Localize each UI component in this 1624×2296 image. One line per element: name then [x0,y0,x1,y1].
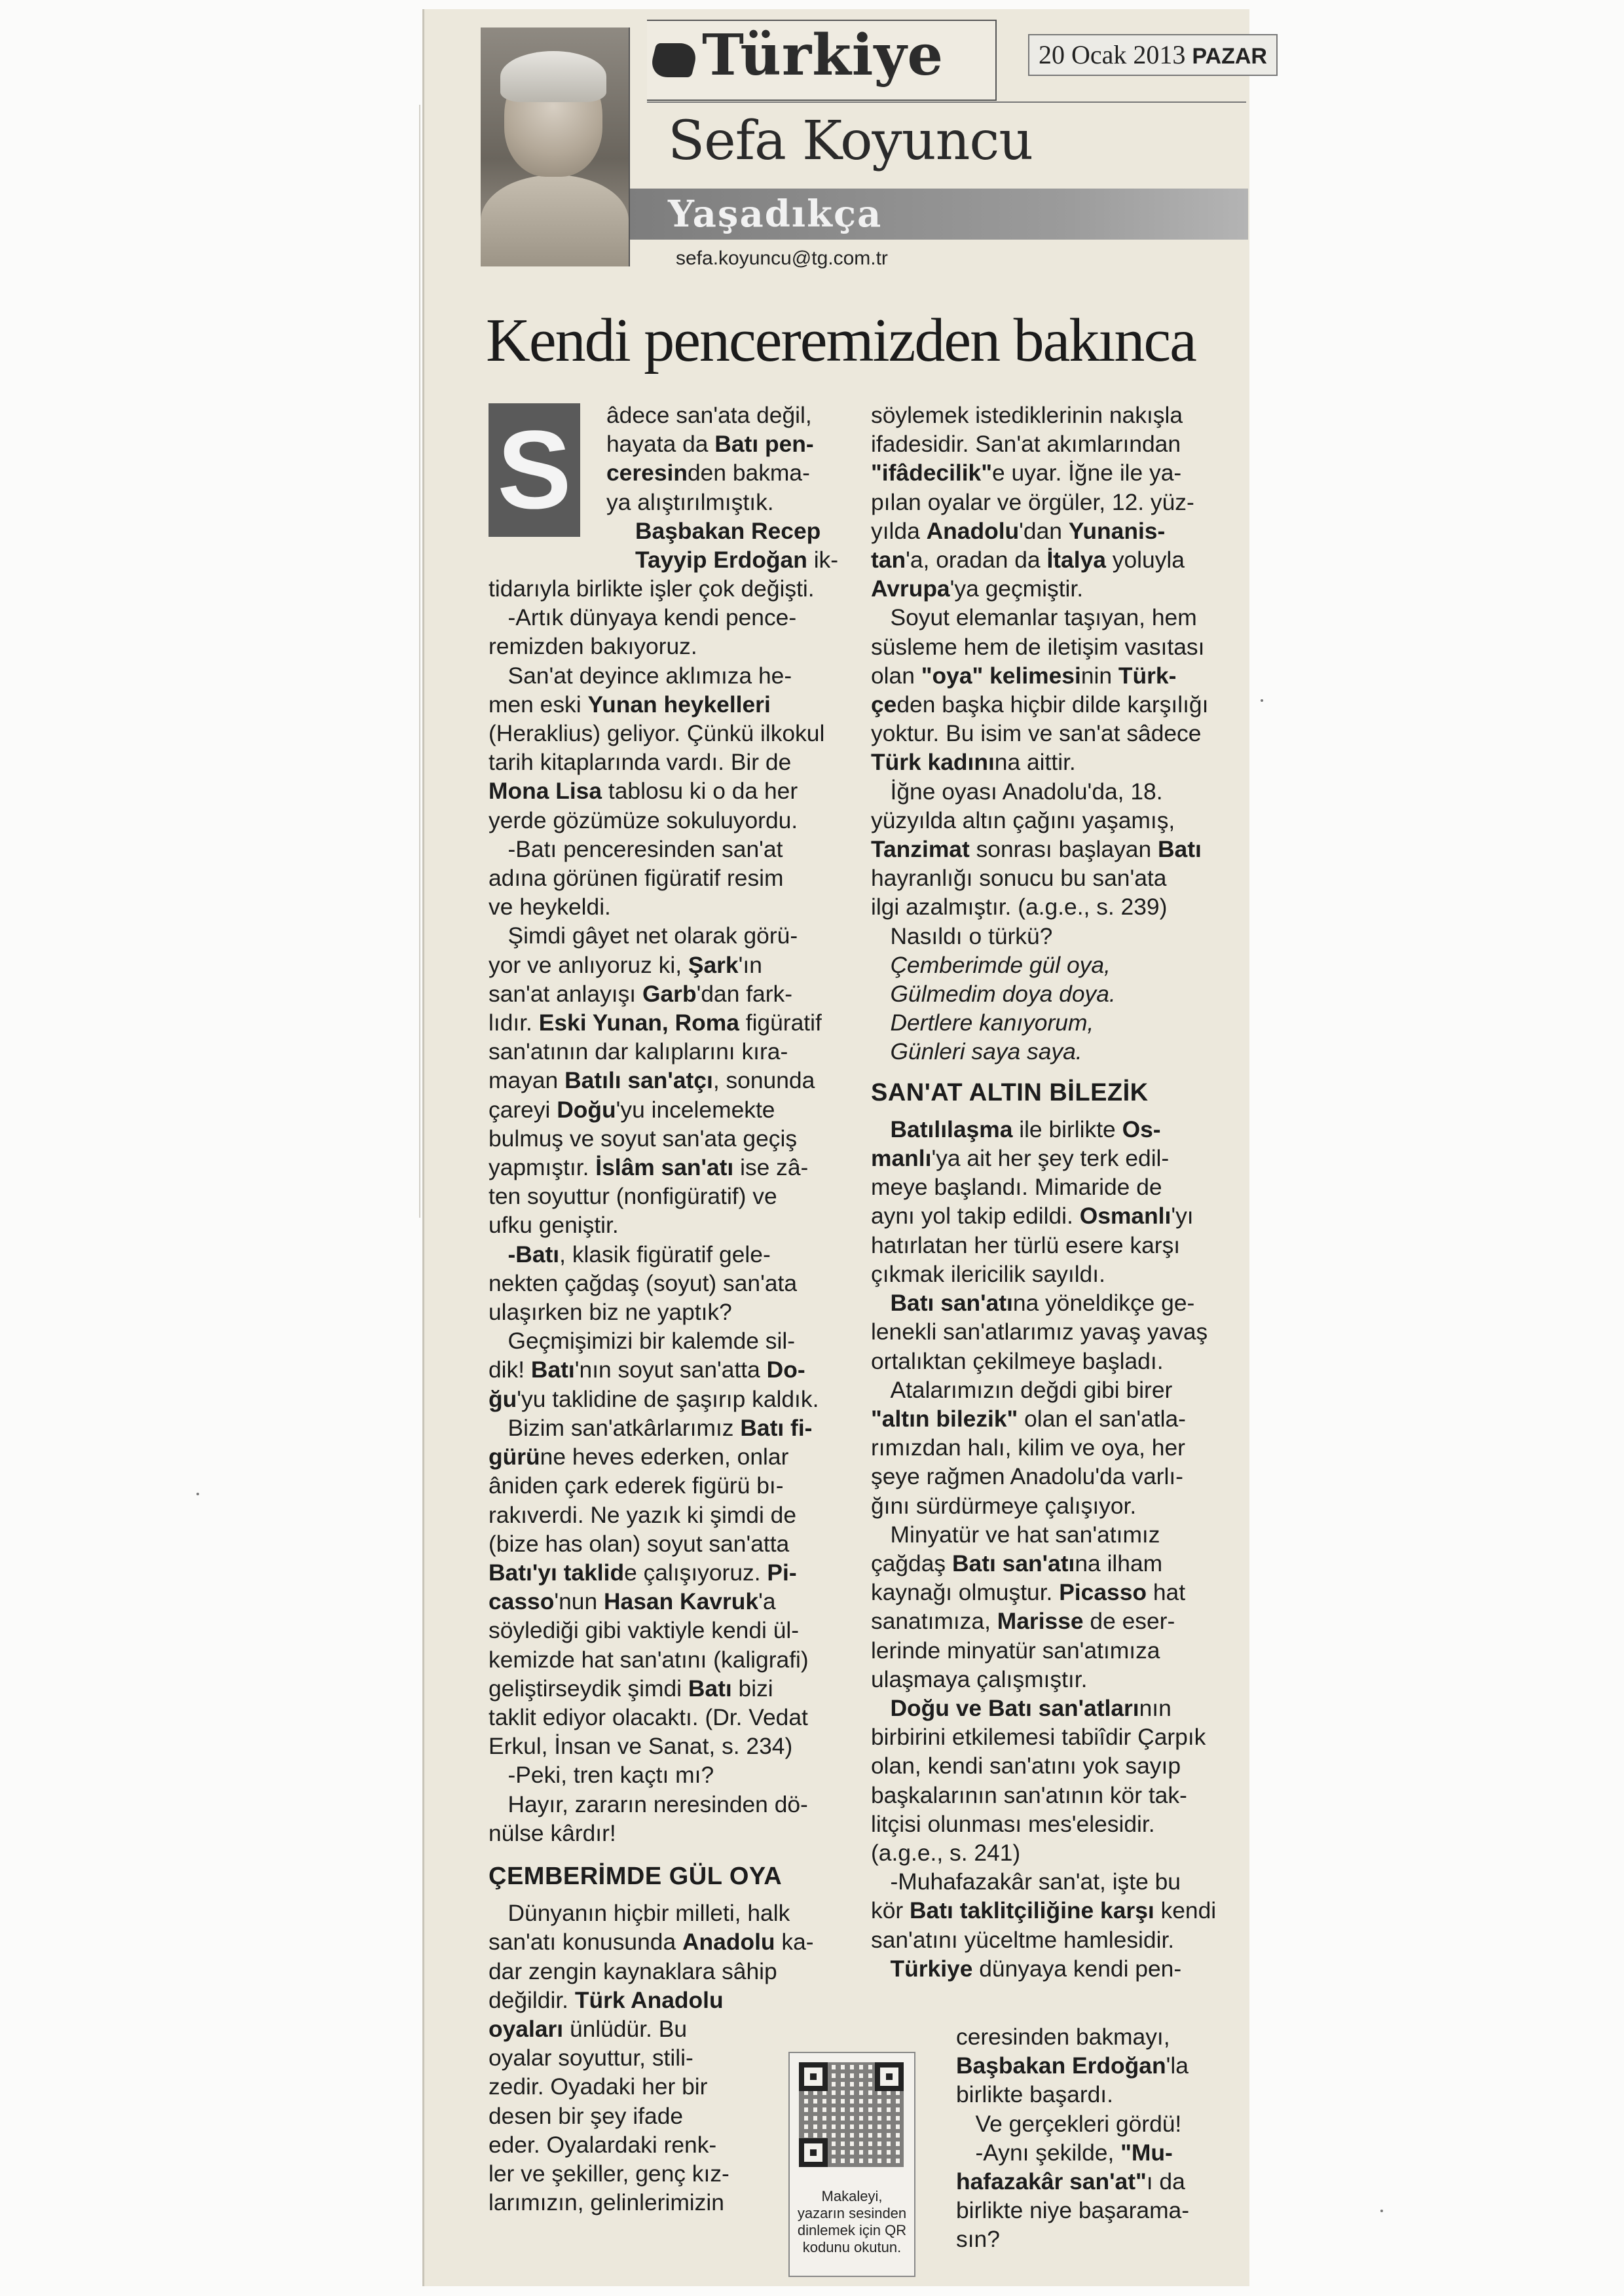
column-banner: Yaşadıkça [630,189,1248,240]
article-column-2-bottom: ceresinden bakmayı, Başbakan Erdoğan'la birlikte başardı. Ve gerçekleri gördü! -Aynı şekilde, "Mu- hafazakâr san'at"ı da birlikte niye başarama- sın? [956,2024,1190,2253]
qr-finder-icon [799,2138,828,2167]
article-headline: Kendi penceremizden bakınca [486,306,1196,374]
scan-speck [1380,2210,1383,2212]
publication-date: 20 Ocak 2013 PAZAR [1028,34,1278,76]
drop-cap: S [489,403,580,537]
header-rule [647,101,1246,103]
scan-speck [196,1493,199,1495]
qr-finder-icon [875,2062,904,2091]
qr-finder-icon [799,2062,828,2091]
article-column-1: tidarıyla birlikte işler çok değişti. -Artık dünyaya kendi pence- remizden bakıyoruz. San'at deyince aklımıza he- men eski Yunan heykelleri (Heraklius) geliyor. Çünkü ilkokul tarih kitaplarında vardı. Bir de Mona Lisa tablosu ki o da her yerde gözümüze sokuluyordu. -Batı penceresinden san'at adına görünen figüratif resim ve heykeldi. Şimdi gâyet net olarak görü- yor ve anlıyoruz ki, Şark'ın san'at anlayışı Garb'dan fark- lıdır. Eski Yunan, Roma figüratif san'atının dar kalıplarını kıra- mayan Batılı san'atçı, sonunda çareyi Doğu'yu incelemekte bulmuş ve soyut san'ata geçiş yapmıştır. İslâm san'atı ise zâ- ten soyuttur (nonfigüratif) ve ufku geniştir. -Batı, klasik figüratif gele- nekten çağdaş (soyut) san'ata ulaşırken biz ne yaptık? Geçmişimizi bir kalemde sil- dik! Batı'nın soyut san'atta Do- ğu'yu taklidine de şaşırıp kaldık. Bizim san'atkârlarımız Batı fi- gürüne heves ederken, onlar âniden çark ederek figürü bı- rakıverdi. Ne yazık ki şimdi de (bize has olan) soyut san'atta Batı'yı taklide çalışıyoruz. Pi- casso'nun Hasan Kavruk'a söylediği gibi vaktiyle kendi ül- kemizde hat san'atını (kaligrafi) geliştirseydik şimdi Batı bizi taklit ediyor olacaktı. (Dr. Vedat Erkul, İnsan ve Sanat, s. 234) -Peki, tren kaçtı mı? Hayır, zararın neresinden dö- nülse kârdır! ÇEMBERİMDE GÜL OYA Dünyanın hiçbir milleti, halk san'atı konusunda Anadolu ka- dar zengin kaynaklara sâhip değildir. Türk Anadolu oyaları ünlüdür. Bu oyalar soyuttur, stili- zedir. Oyadaki her bir desen bir şey ifade eder. Oyalardaki renk- ler ve şekiller, genç kız- larımızın, gelinlerimizin [489,575,825,2216]
qr-code-box[interactable] [788,2052,915,2277]
newspaper-logo: Türkiye [652,20,944,92]
author-name: Sefa Koyuncu [668,110,1033,172]
scan-edge [419,105,420,1218]
article-column-2: söylemek istediklerinin nakışla ifadesidir. San'at akımlarından "ifâdecilik"e uyar. İğne ile ya- pılan oyalar ve örgüler, 12. yüz- yılda Anadolu'dan Yunanis- tan'a, oradan da İtalya yoluyla Avrupa'ya geçmiştir. Soyut elemanlar taşıyan, hem süsleme hem de iletişim vasıtası olan "oya" kelimesinin Türk- çeden başka hiçbir dilde karşılığı yoktur. Bu isim ve san'at sâdece Türk kadınına aittir. İğne oyası Anadolu'da, 18. yüzyılda altın çağını yaşamış, Tanzimat sonrası başlayan Batı hayranlığı sonucu bu san'ata ilgi azalmıştır. (a.g.e., s. 239) Nasıldı o türkü? Çemberimde gül oya, Gülmedim doya doya. Dertlere kanıyorum, Günleri saya saya. SAN'AT ALTIN BİLEZİK Batılılaşma ile birlikte Os- manlı'ya ait her şey terk edil- meye başlandı. Mimaride de aynı yol takip edildi. Osmanlı'yı hatırlatan her türlü esere karşı çıkmak ilericilik sayıldı. Batı san'atına yöneldikçe ge- lenekli san'atlarımız yavaş yavaş ortalıktan çekilmeye başladı. Atalarımızın değdi gibi birer "altın bilezik" olan el san'atla- rımızdan halı, kilim ve oya, her şeye rağmen Anadolu'da varlı- ğını sürdürmeye çalışıyor. Minyatür ve hat san'atımız çağdaş Batı san'atına ilham kaynağı olmuştur. Picasso hat sanatımıza, Marisse de eser- lerinde minyatür san'atımıza ulaşmaya çalışmıştır. Doğu ve Batı san'atlarının birbirini etkilemesi tabiîdir Çarpık olan, kendi san'atını yok sayıp başkalarının san'atının kör tak- litçisi olunması mes'elesidir. (a.g.e., s. 241) -Muhafazakâr san'at, işte bu kör Batı taklitçiliğine karşı kendi san'atını yüceltme hamlesidir. Türkiye dünyaya kendi pen- [871,402,1217,1982]
article-column-1-top: âdece san'at⁠a değil, hayata da Batı pen- ceresinden bakma- ya alıştırılmıştık. Başbakan Recep Tayyip Erdoğan ik- [606,402,839,574]
scan-speck [1261,699,1263,702]
qr-caption: Makaleyi, yazarın sesinden dinlemek için QR kodunu okutun. [797,2188,907,2255]
author-photo [481,27,630,266]
flag-mark-icon [648,43,700,77]
author-email: sefa.koyuncu@tg.com.tr [676,247,888,269]
